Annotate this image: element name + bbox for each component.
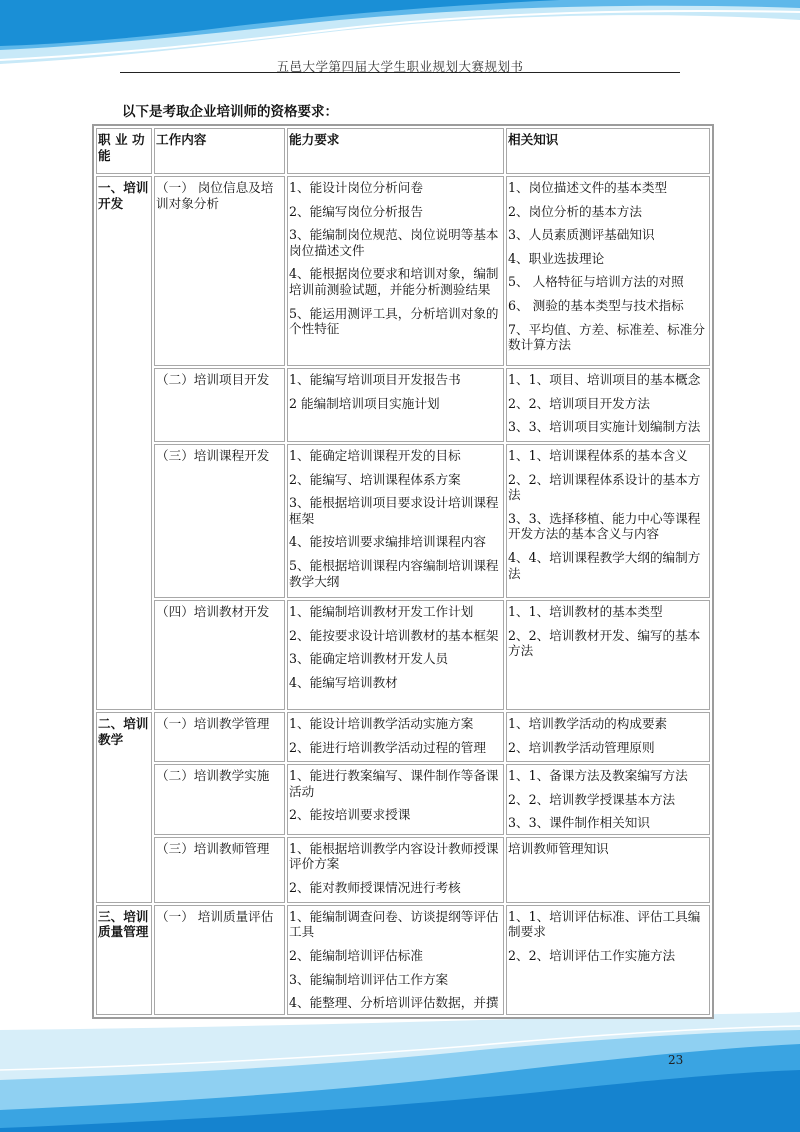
- ability-line: 5、能根据培训课程内容编制培训课程教学大纲: [289, 557, 499, 589]
- ability-line: 4、能按培训要求编排培训课程内容: [289, 534, 486, 550]
- intro-heading: 以下是考取企业培训师的资格要求：: [122, 104, 338, 120]
- column-header-function: 职 业 功能: [96, 128, 152, 174]
- knowledge-line: 3、人员素质测评基础知识: [508, 227, 655, 243]
- knowledge-cell: [506, 712, 710, 762]
- table-row: [96, 905, 710, 1015]
- knowledge-line: 1、1、培训课程体系的基本含义: [508, 448, 688, 463]
- knowledge-cell: [506, 444, 710, 598]
- function-cell: 三、培训质量管理: [96, 905, 152, 1015]
- ability-cell: [287, 837, 504, 903]
- ability-line: 3、能根据培训项目要求设计培训课程框架: [289, 495, 499, 526]
- ability-line: 1、能编制培训教材开发工作计划: [289, 604, 474, 619]
- ability-cell: [287, 176, 504, 366]
- ability-line: 5、能运用测评工具，分析培训对象的个性特征: [289, 305, 499, 337]
- ability-line: 4、能根据岗位要求和培训对象，编制培训前测验试题，并能分析测验结果: [289, 266, 499, 297]
- ability-line: 1、能编写培训项目开发报告书: [289, 372, 461, 387]
- knowledge-line: 3、3、课件制作相关知识: [508, 815, 650, 831]
- header-rule: [120, 72, 680, 73]
- content-cell: （三）培训课程开发: [154, 444, 285, 598]
- ability-line: 2、能编写、培训课程体系方案: [289, 471, 461, 487]
- knowledge-cell: [506, 764, 710, 835]
- knowledge-line: 1、1、项目、培训项目的基本概念: [508, 372, 701, 387]
- function-cell: 二、培训教学: [96, 712, 152, 903]
- ability-line: 1、能编制调查问卷、访谈提纲等评估工具: [289, 908, 499, 940]
- table-row: [96, 444, 710, 598]
- table-row: [96, 712, 710, 762]
- knowledge-line: 1、1、备课方法及教案编写方法: [508, 768, 688, 783]
- knowledge-cell: [506, 905, 710, 1015]
- ability-cell: [287, 600, 504, 710]
- knowledge-line: 2、培训教学活动管理原则: [508, 739, 655, 755]
- table-row: [96, 837, 710, 903]
- column-header-knowledge: 相关知识: [506, 128, 710, 174]
- content-cell: （一） 培训质量评估: [154, 905, 285, 1015]
- ability-line: 2、能进行培训教学活动过程的管理: [289, 739, 486, 755]
- ability-line: 3、能编制培训评估工作方案: [289, 971, 449, 987]
- ability-line: 1、能确定培训课程开发的目标: [289, 448, 461, 463]
- ability-line: 1、能根据培训教学内容设计教师授课评价方案: [289, 840, 499, 872]
- knowledge-line: 3、3、培训项目实施计划编制方法: [508, 419, 701, 435]
- content-cell: （四）培训教材开发: [154, 600, 285, 710]
- knowledge-line: 2、2、培训项目开发方法: [508, 395, 650, 411]
- content-cell: （二）培训教学实施: [154, 764, 285, 835]
- ability-line: 4、能编写培训教材: [289, 674, 398, 690]
- knowledge-line: 2、2、培训课程体系设计的基本方法: [508, 471, 701, 503]
- knowledge-line: 6、 测验的基本类型与技术指标: [508, 297, 684, 313]
- requirements-table: [92, 124, 714, 1019]
- ability-cell: [287, 905, 504, 1015]
- column-header-ability: 能力要求: [287, 128, 504, 174]
- ability-line: 2、能按培训要求授课: [289, 807, 411, 823]
- ability-line: 3、能编制岗位规范、岗位说明等基本岗位描述文件: [289, 227, 499, 258]
- knowledge-line: 1、岗位描述文件的基本类型: [508, 180, 668, 195]
- knowledge-line: 2、2、培训教学授课基本方法: [508, 791, 676, 807]
- table-row: [96, 176, 710, 366]
- knowledge-cell: [506, 600, 710, 710]
- knowledge-line: 1、1、培训教材的基本类型: [508, 604, 663, 619]
- knowledge-cell: [506, 837, 710, 903]
- function-cell: 一、培训开发: [96, 176, 152, 710]
- table-row: [96, 600, 710, 710]
- knowledge-line: 4、职业选拔理论: [508, 250, 605, 266]
- ability-line: 2、能编写岗位分析报告: [289, 203, 423, 219]
- ability-cell: [287, 764, 504, 835]
- ability-line: 2 能编制培训项目实施计划: [289, 395, 440, 411]
- content-cell: （二）培训项目开发: [154, 368, 285, 442]
- ability-line: 2、能对教师授课情况进行考核: [289, 879, 461, 895]
- ability-cell: [287, 444, 504, 598]
- ability-line: 4、能整理、分析培训评估数据，并撰: [289, 995, 499, 1011]
- table-row: [96, 368, 710, 442]
- knowledge-line: 培训教师管理知识: [508, 840, 609, 856]
- ability-line: 2、能按要求设计培训教材的基本框架: [289, 627, 499, 643]
- knowledge-cell: [506, 176, 710, 366]
- content-cell: （三）培训教师管理: [154, 837, 285, 903]
- top-wave-decoration: [0, 0, 800, 90]
- knowledge-line: 7、平均值、方差、标准差、标准分数计算方法: [508, 321, 705, 353]
- document-header-title: 五邑大学第四届大学生职业规划大赛规划书: [276, 59, 524, 74]
- ability-line: 2、能编制培训评估标准: [289, 947, 423, 963]
- knowledge-line: 4、4、培训课程教学大纲的编制方法: [508, 549, 701, 581]
- table-header-row: [96, 128, 710, 174]
- knowledge-line: 2、2、培训评估工作实施方法: [508, 947, 676, 963]
- knowledge-line: 5、 人格特征与培训方法的对照: [508, 274, 684, 290]
- column-header-content: 工作内容: [154, 128, 285, 174]
- ability-line: 1、能进行教案编写、课件制作等备课活动: [289, 768, 499, 799]
- knowledge-line: 3、3、选择移植、能力中心等课程开发方法的基本含义与内容: [508, 510, 701, 542]
- ability-line: 1、能设计岗位分析问卷: [289, 180, 423, 195]
- ability-cell: [287, 368, 504, 442]
- ability-line: 3、能确定培训教材开发人员: [289, 651, 449, 667]
- knowledge-line: 1、1、培训评估标准、评估工具编制要求: [508, 908, 701, 940]
- knowledge-line: 2、2、培训教材开发、编写的基本方法: [508, 627, 701, 659]
- content-cell: （一） 岗位信息及培训对象分析: [154, 176, 285, 366]
- page-number: 23: [668, 1053, 684, 1067]
- knowledge-line: 2、岗位分析的基本方法: [508, 203, 642, 219]
- bottom-wave-decoration: [0, 1010, 800, 1132]
- table-row: [96, 764, 710, 835]
- ability-cell: [287, 712, 504, 762]
- knowledge-cell: [506, 368, 710, 442]
- ability-line: 1、能设计培训教学活动实施方案: [289, 716, 474, 731]
- knowledge-line: 1、培训教学活动的构成要素: [508, 716, 668, 731]
- content-cell: （一）培训教学管理: [154, 712, 285, 762]
